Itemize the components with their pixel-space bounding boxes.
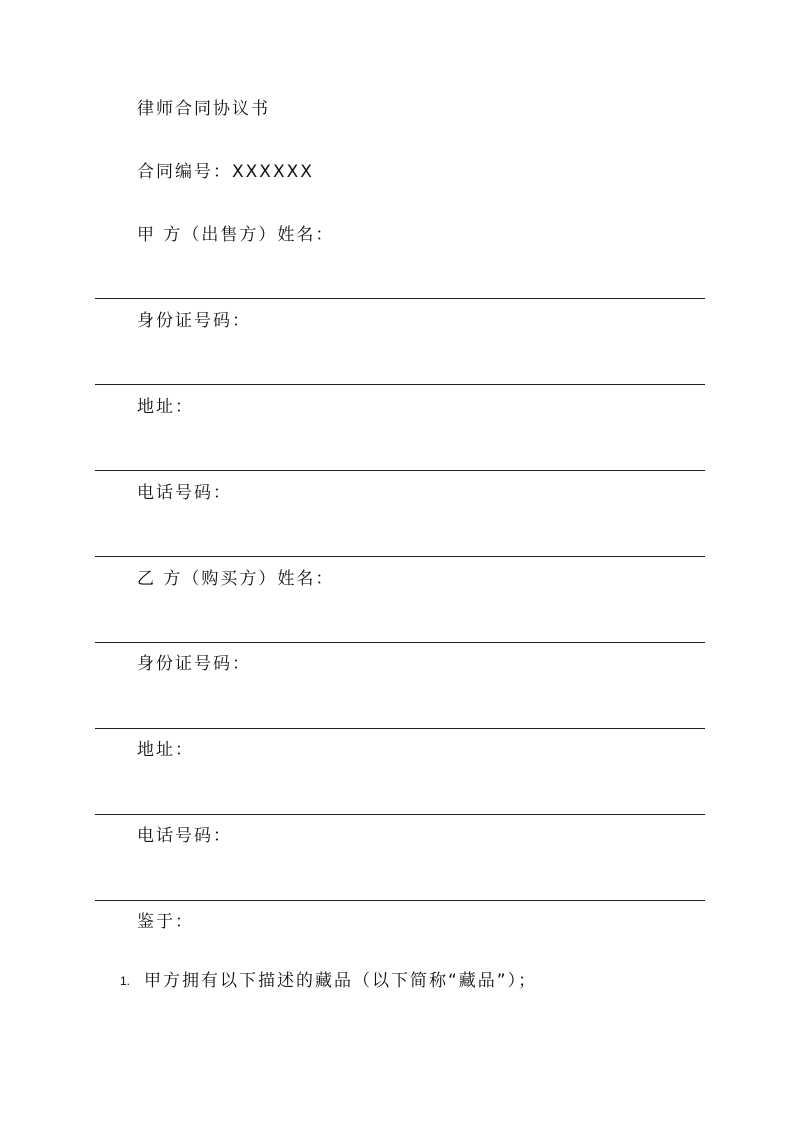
party-b-name-field-line (95, 642, 705, 643)
party-a-address-field-line (95, 470, 705, 471)
party-a-phone-label: 电话号码： (137, 483, 232, 503)
party-b-name-label: 乙 方（购买方）姓名： (137, 569, 335, 589)
party-b-address-field-line (95, 814, 705, 815)
party-a-name-label: 甲 方（出售方）姓名： (137, 225, 335, 245)
party-a-id-label: 身份证号码： (137, 311, 251, 331)
party-b-phone-field-line (95, 900, 705, 901)
contract-number: 合同编号：XXXXXX (137, 162, 314, 182)
party-a-phone-field-line (95, 556, 705, 557)
clause-number: 1. (120, 974, 131, 988)
party-a-address-label: 地址： (137, 397, 194, 417)
whereas-label: 鉴于： (137, 912, 194, 932)
document-title: 律师合同协议书 (137, 99, 270, 119)
clause-item (120, 970, 537, 992)
clause-text: 甲方拥有以下描述的藏品（以下简称“藏品”）； (144, 971, 538, 991)
party-b-id-label: 身份证号码： (137, 654, 251, 674)
party-b-phone-label: 电话号码： (137, 826, 232, 846)
party-b-address-label: 地址： (137, 740, 194, 760)
party-b-id-field-line (95, 728, 705, 729)
party-a-name-field-line (95, 298, 705, 299)
party-a-id-field-line (95, 384, 705, 385)
